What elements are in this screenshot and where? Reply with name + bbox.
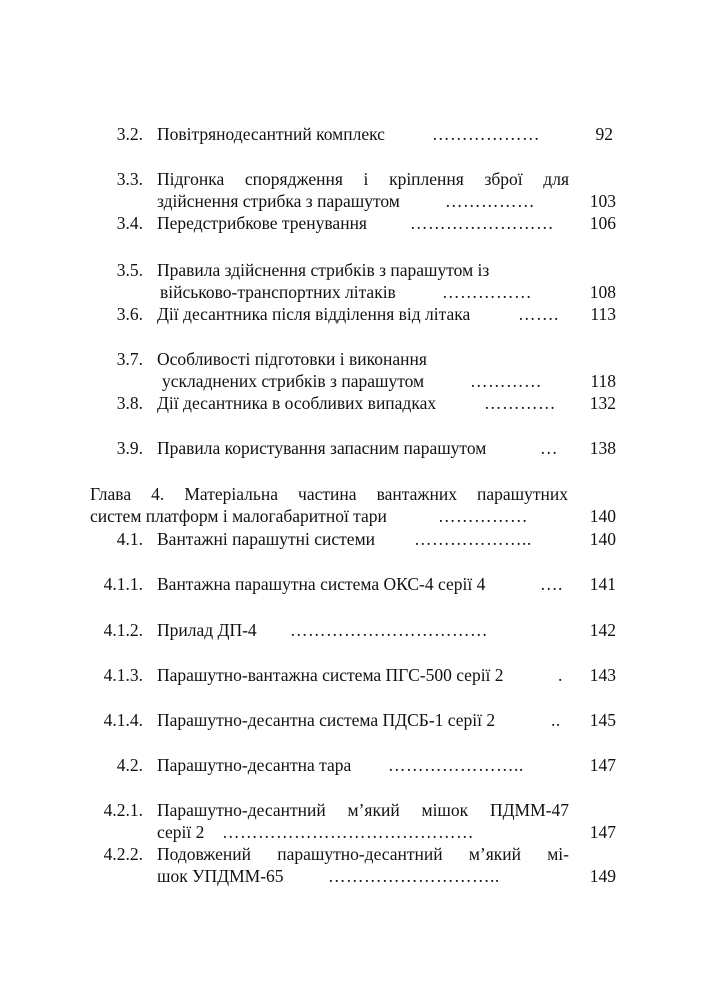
entry-number: 4.1. [116,529,143,549]
entry-number: 3.4. [116,213,143,233]
leader-dots: ……………….. [414,529,532,549]
entry-number: 3.5. [116,260,143,280]
entry-page: 145 [589,710,616,730]
entry-title: Парашутно-десантний м’який мішок ПДММ-47 [157,800,569,820]
leader-dots: …………… [445,191,535,211]
entry-page: 147 [589,755,616,775]
entry-title: Повітрянодесантний комплекс [157,124,385,144]
entry-title: Підгонка спорядження і кріплення зброї для [157,169,569,189]
entry-title: Вантажна парашутна система ОКС-4 серії 4 [157,574,486,594]
entry-page: 141 [589,574,616,594]
entry-page: 92 [595,124,613,144]
entry-title: Правила користування запасним парашутом [157,438,487,458]
entry-page: 147 [589,822,616,842]
entry-title-cont: ускладнених стрибків з парашутом [162,371,425,391]
entry-number: 4.1.4. [103,710,143,730]
entry-page: 142 [589,620,616,640]
entry-number: 3.6. [116,304,143,324]
entry-title-cont: шок УПДММ-65 [157,866,284,886]
entry-page: 149 [589,866,616,886]
leader-dots: …………………… [410,213,554,233]
entry-title-cont: здійснення стрибка з парашутом [157,191,400,211]
entry-page: 140 [589,529,616,549]
entry-number: 4.1.3. [103,665,143,685]
entry-number: 3.3. [116,169,143,189]
entry-number: 3.9. [116,438,143,458]
leader-dots: …………… [442,282,532,302]
entry-title: Правила здійснення стрибків з парашутом із [157,260,490,280]
leader-dots: ……………… [432,124,540,144]
entry-page: 108 [589,282,616,302]
entry-number: 3.2. [116,124,143,144]
leader-dots: …. [540,574,563,594]
entry-page: 132 [589,393,616,413]
entry-page: 118 [590,371,616,391]
entry-title: Парашутно-вантажна система ПГС-500 серії 2 [157,665,504,685]
leader-dots: . [558,665,563,685]
entry-page: 113 [590,304,616,324]
entry-title: Подовжений парашутно-десантний м’який мі- [157,844,569,864]
entry-title: Парашутно-десантна система ПДСБ-1 серії 2 [157,710,496,730]
entry-page: 140 [589,506,616,526]
entry-title: Вантажні парашутні системи [157,529,376,549]
leader-dots: …………………………………… [222,822,474,842]
entry-number: 4.1.1. [103,574,143,594]
leader-dots: … [540,438,558,458]
entry-title-cont: серії 2 [157,822,205,842]
entry-page: 138 [589,438,616,458]
entry-title: Прилад ДП-4 [157,620,257,640]
leader-dots: .. [551,710,561,730]
entry-number: 4.2.1. [103,800,143,820]
entry-number: 4.2. [116,755,143,775]
entry-number: 3.7. [116,349,143,369]
leader-dots: ………… [484,393,556,413]
entry-title: Передстрибкове тренування [157,213,367,233]
entry-number: 4.1.2. [103,620,143,640]
entry-title: Особливості підготовки і виконання [157,349,427,369]
leader-dots: …………… [438,506,528,526]
entry-page: 103 [589,191,616,211]
entry-page: 106 [589,213,616,233]
leader-dots: …………………………… [290,620,488,640]
entry-title: Парашутно-десантна тара [157,755,352,775]
entry-title-cont: військово-транспортних літаків [160,282,396,302]
chapter-title: Глава 4. Матеріальна частина вантажних парашутних [90,484,568,504]
entry-title: Дії десантника після відділення від літака [157,304,471,324]
leader-dots: ………… [470,371,542,391]
chapter-title-cont: систем платформ і малогабаритної тари [90,506,387,526]
leader-dots: ………………….. [388,755,524,775]
entry-number: 4.2.2. [103,844,143,864]
entry-number: 3.8. [116,393,143,413]
entry-page: 143 [589,665,616,685]
leader-dots: ……. [518,304,559,324]
entry-title: Дії десантника в особливих випадках [157,393,437,413]
leader-dots: ……………………….. [328,866,500,886]
